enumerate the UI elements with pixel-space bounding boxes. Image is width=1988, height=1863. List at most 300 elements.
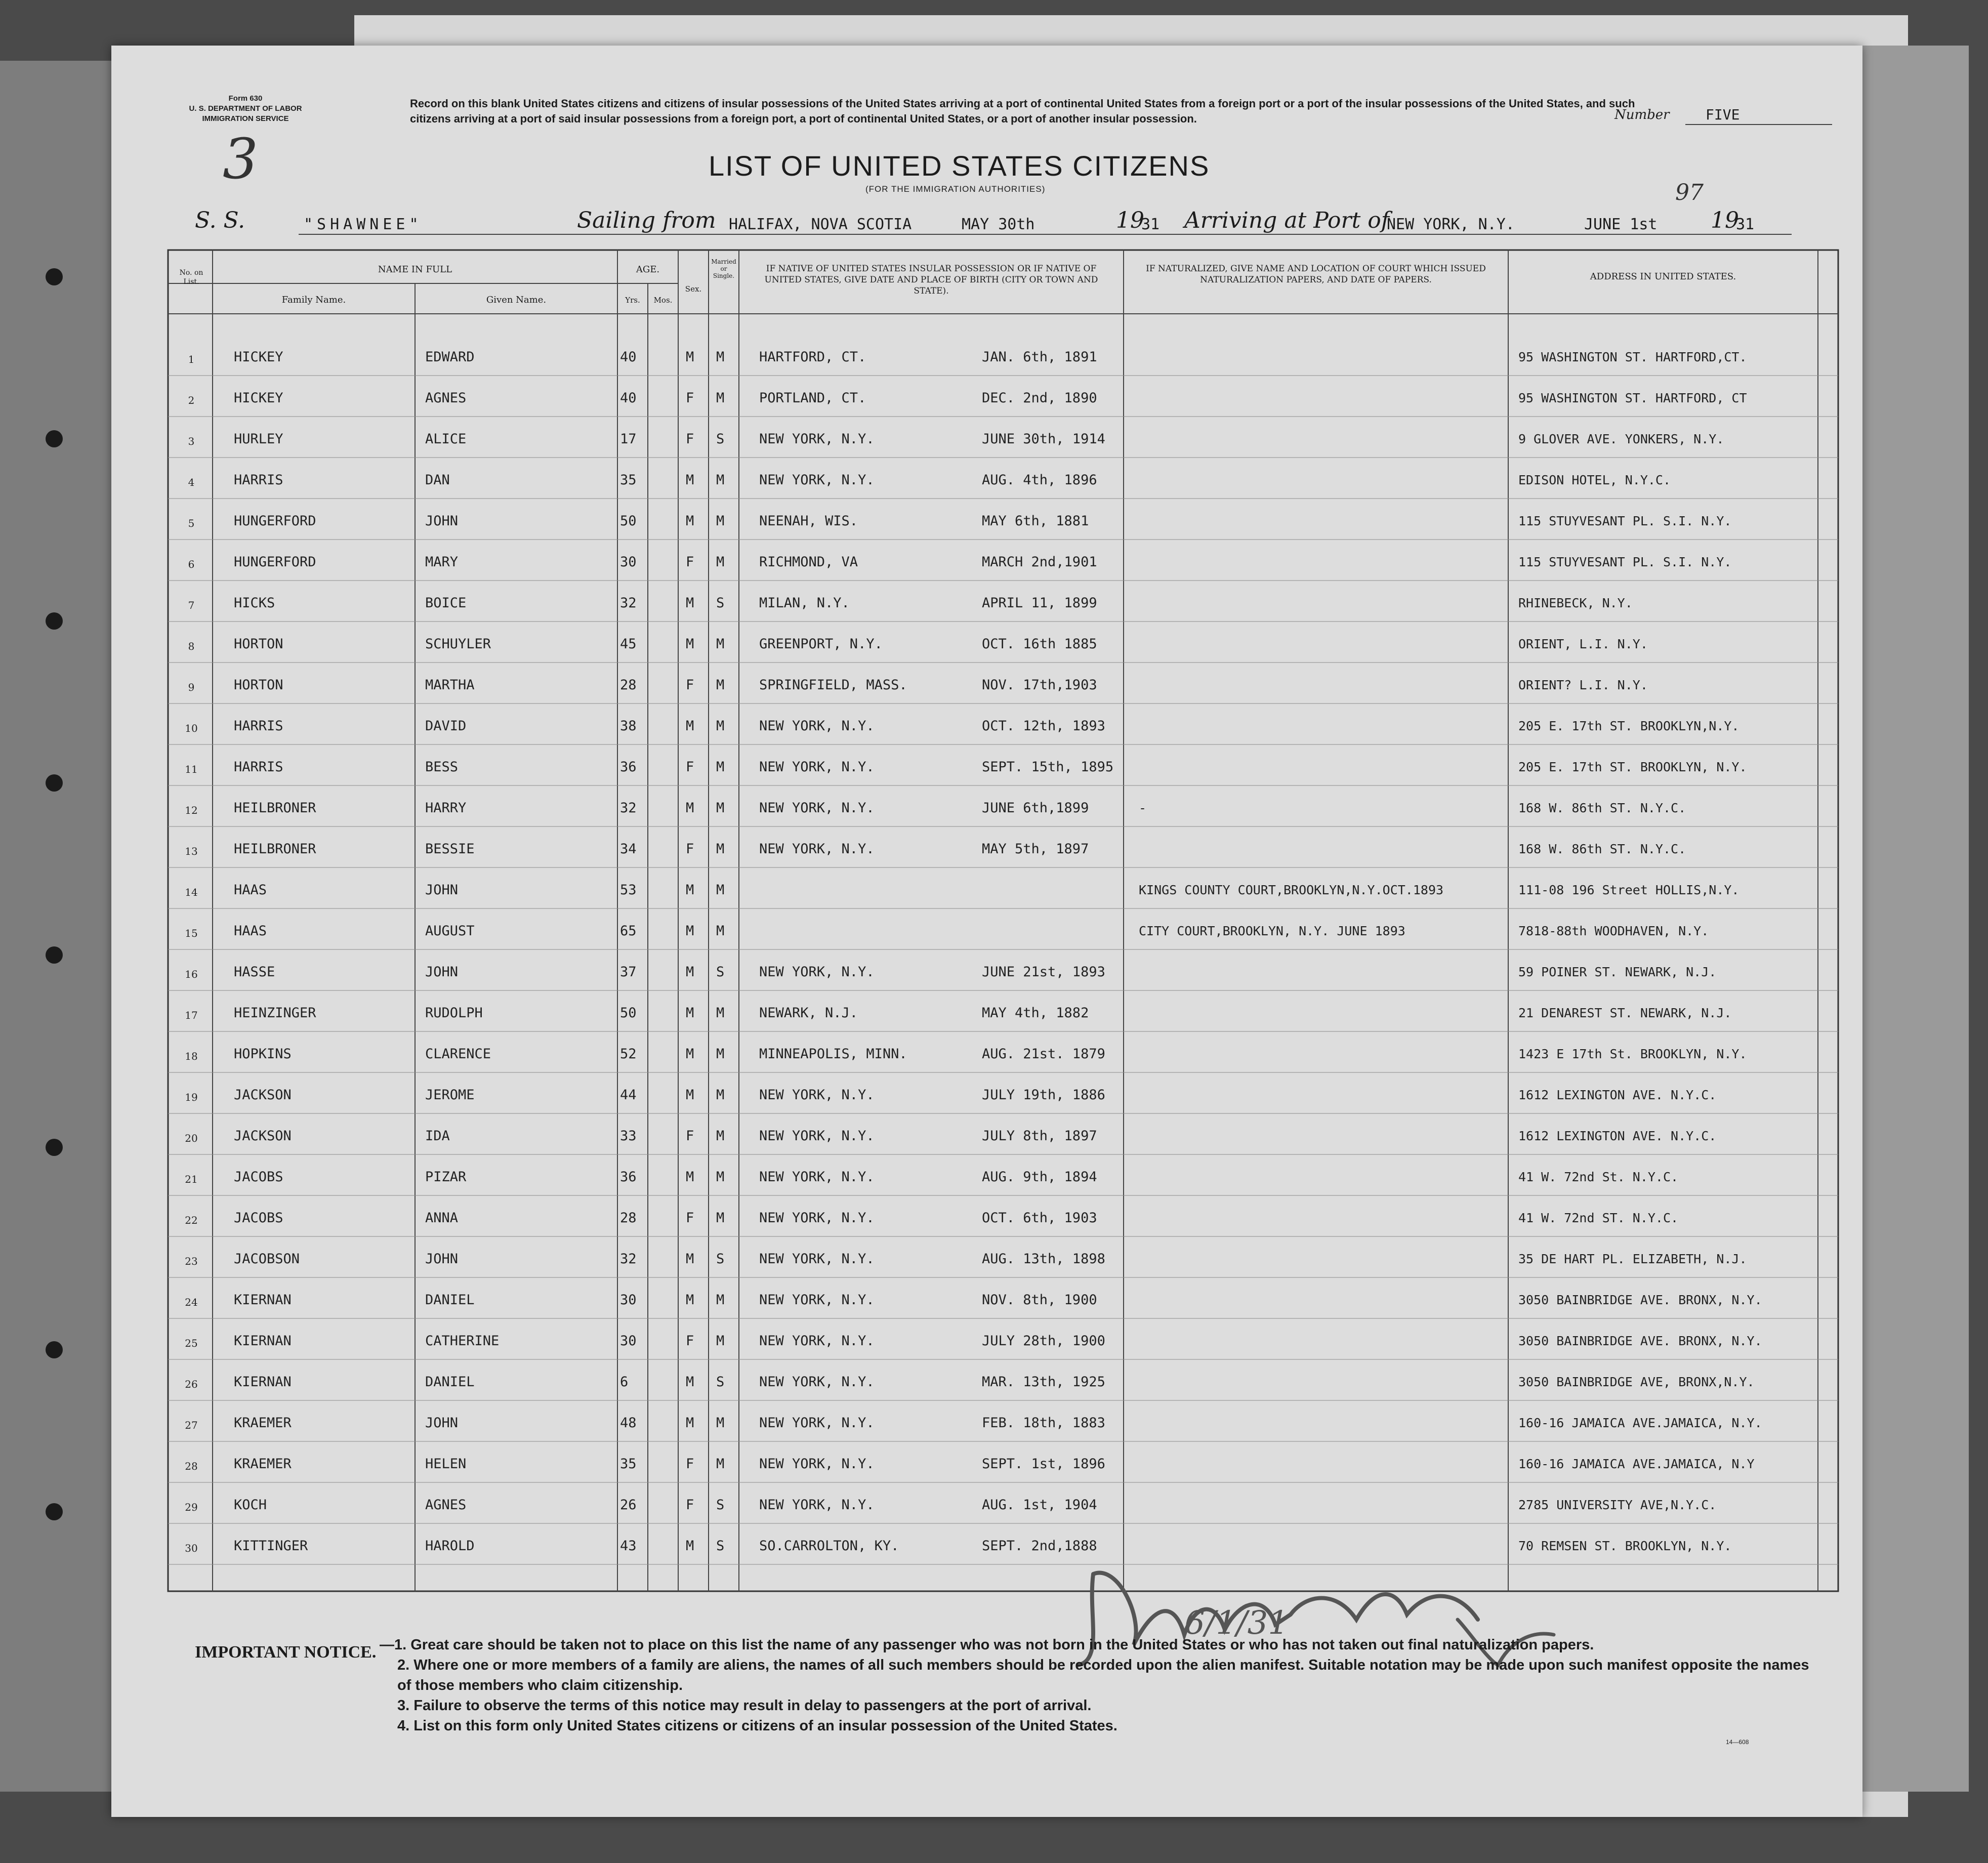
cell-address: 1612 LEXINGTON AVE. N.Y.C.	[1518, 1129, 1717, 1143]
cell-address: 41 W. 72nd St. N.Y.C.	[1518, 1170, 1679, 1184]
cell-birthplace: NEW YORK, N.Y.	[759, 1210, 875, 1226]
notice-item-3: 3. Failure to observe the terms of this notice may result in delay to passengers at the port of arrival.	[397, 1698, 1092, 1714]
cell-married-single: M	[716, 1333, 725, 1349]
cell-sex: M	[686, 1251, 694, 1267]
cell-sex: F	[686, 1210, 694, 1226]
cell-birth-date: FEB. 18th, 1883	[982, 1415, 1105, 1431]
cell-birth-date: JUNE 6th,1899	[982, 800, 1089, 816]
header-name-in-full: NAME IN FULL	[378, 264, 452, 275]
manifest-page	[111, 46, 1862, 1817]
cell-married-single: M	[716, 1292, 725, 1308]
cell-age: 40	[620, 390, 637, 406]
cell-birth-date: JAN. 6th, 1891	[982, 349, 1097, 365]
cell-married-single: S	[716, 1497, 725, 1513]
cell-given-name: DANIEL	[425, 1374, 475, 1390]
cell-family-name: KRAEMER	[234, 1415, 292, 1431]
cell-family-name: HEILBRONER	[234, 841, 316, 857]
cell-family-name: HURLEY	[234, 431, 283, 447]
cell-birthplace: NEWARK, N.J.	[759, 1005, 858, 1021]
binder-hole	[46, 430, 63, 447]
cell-age: 52	[620, 1046, 637, 1062]
cell-naturalization-court: KINGS COUNTY COURT,BROOKLYN,N.Y.OCT.1893	[1139, 883, 1444, 897]
cell-birthplace: NEW YORK, N.Y.	[759, 1415, 875, 1431]
cell-age: 50	[620, 1005, 637, 1021]
sailing-from: HALIFAX, NOVA SCOTIA	[729, 216, 912, 233]
cell-address: 95 WASHINGTON ST. HARTFORD, CT	[1518, 391, 1747, 405]
cell-sex: M	[686, 718, 694, 734]
cell-address: 160-16 JAMAICA AVE.JAMAICA, N.Y.	[1518, 1416, 1762, 1430]
cell-given-name: JOHN	[425, 882, 459, 898]
cell-married-single: M	[716, 800, 725, 816]
cell-address: 160-16 JAMAICA AVE.JAMAICA, N.Y	[1518, 1457, 1755, 1471]
cell-sex: F	[686, 431, 694, 447]
cell-address: 95 WASHINGTON ST. HARTFORD,CT.	[1518, 350, 1747, 364]
cell-address: 21 DENAREST ST. NEWARK, N.J.	[1518, 1006, 1732, 1020]
cell-address: 1612 LEXINGTON AVE. N.Y.C.	[1518, 1088, 1717, 1102]
cell-age: 17	[620, 431, 637, 447]
cell-age: 30	[620, 1333, 637, 1349]
cell-married-single: S	[716, 431, 725, 447]
notice-item-4: 4. List on this form only United States citizens or citizens of an insular possession of the United States.	[397, 1718, 1117, 1734]
cell-list-number: 15	[185, 927, 198, 939]
binder-hole	[46, 774, 63, 792]
cell-age: 38	[620, 718, 637, 734]
cell-birth-date: OCT. 16th 1885	[982, 636, 1097, 652]
cell-sex: F	[686, 390, 694, 406]
cell-given-name: EDWARD	[425, 349, 475, 365]
cell-age: 33	[620, 1128, 637, 1144]
cell-sex: M	[686, 595, 694, 611]
record-note: Record on this blank United States citizens and citizens of insular possessions of the United States arriving at a port of continental United States from a foreign port or a port of the insular possessions of the United States, and such citizens arriving at a port of said insular possessions from a foreign port, a port of continental United States, or a port of another insular possession.	[410, 97, 1635, 125]
cell-address: EDISON HOTEL, N.Y.C.	[1518, 473, 1671, 487]
cell-married-single: M	[716, 349, 725, 365]
underlying-page-right	[1847, 46, 1969, 1792]
cell-list-number: 21	[185, 1173, 198, 1185]
cell-given-name: DANIEL	[425, 1292, 475, 1308]
cell-age: 30	[620, 1292, 637, 1308]
sailing-label: Sailing from	[577, 208, 716, 233]
cell-given-name: IDA	[425, 1128, 450, 1144]
cell-age: 28	[620, 1210, 637, 1226]
cell-address: 9 GLOVER AVE. YONKERS, N.Y.	[1518, 432, 1724, 446]
number-label: Number	[1614, 107, 1670, 122]
cell-age: 32	[620, 800, 637, 816]
cell-birth-date: SEPT. 15th, 1895	[982, 759, 1114, 775]
cell-address: 3050 BAINBRIDGE AVE, BRONX,N.Y.	[1518, 1375, 1755, 1389]
cell-married-single: M	[716, 390, 725, 406]
cell-naturalization-court: CITY COURT,BROOKLYN, N.Y. JUNE 1893	[1139, 924, 1405, 938]
cell-list-number: 11	[185, 763, 198, 775]
cell-list-number: 27	[185, 1419, 198, 1431]
cell-address: 59 POINER ST. NEWARK, N.J.	[1518, 965, 1717, 979]
cell-given-name: JOHN	[425, 513, 459, 529]
cell-family-name: HAAS	[234, 882, 267, 898]
cell-birth-date: JUNE 21st, 1893	[982, 964, 1105, 980]
cell-family-name: JACKSON	[234, 1087, 292, 1103]
cell-birthplace: NEW YORK, N.Y.	[759, 841, 875, 857]
cell-birthplace: NEW YORK, N.Y.	[759, 800, 875, 816]
header-sex: Sex.	[685, 284, 702, 294]
cell-birth-date: JULY 28th, 1900	[982, 1333, 1105, 1349]
cell-address: 111-08 196 Street HOLLIS,N.Y.	[1518, 883, 1740, 897]
cell-birth-date: MAY 4th, 1882	[982, 1005, 1089, 1021]
cell-birthplace: MINNEAPOLIS, MINN.	[759, 1046, 907, 1062]
cell-birthplace: NEW YORK, N.Y.	[759, 964, 875, 980]
cell-address: 2785 UNIVERSITY AVE,N.Y.C.	[1518, 1498, 1717, 1512]
header-birthplace: IF NATIVE OF UNITED STATES INSULAR POSSESSION OR IF NATIVE OF UNITED STATES, GIVE DATE AND PLACE OF BIRTH (CITY OR TOWN AND STATE).	[764, 264, 1098, 296]
cell-address: 3050 BAINBRIDGE AVE. BRONX, N.Y.	[1518, 1293, 1762, 1307]
cell-sex: M	[686, 636, 694, 652]
cell-list-number: 24	[185, 1296, 198, 1308]
cell-birthplace: NEW YORK, N.Y.	[759, 1333, 875, 1349]
cell-address: 7818-88th WOODHAVEN, N.Y.	[1518, 924, 1709, 938]
cell-list-number: 25	[185, 1337, 198, 1349]
cell-family-name: HEILBRONER	[234, 800, 316, 816]
cell-given-name: ANNA	[425, 1210, 459, 1226]
cell-given-name: AGNES	[425, 390, 467, 406]
cell-birthplace: NEW YORK, N.Y.	[759, 1128, 875, 1144]
cell-married-single: S	[716, 964, 725, 980]
cell-sex: M	[686, 1169, 694, 1185]
cell-sex: F	[686, 759, 694, 775]
cell-birth-date: MAY 5th, 1897	[982, 841, 1089, 857]
document-subtitle: (FOR THE IMMIGRATION AUTHORITIES)	[865, 184, 1046, 194]
cell-age: 26	[620, 1497, 637, 1513]
cell-married-single: M	[716, 923, 725, 939]
cell-birth-date: AUG. 21st. 1879	[982, 1046, 1105, 1062]
cell-birth-date: AUG. 13th, 1898	[982, 1251, 1105, 1267]
cell-list-number: 26	[185, 1378, 198, 1390]
cell-family-name: HICKEY	[234, 390, 283, 406]
cell-married-single: M	[716, 1210, 725, 1226]
cell-family-name: HARRIS	[234, 759, 283, 775]
cell-sex: F	[686, 1333, 694, 1349]
cell-address: 115 STUYVESANT PL. S.I. N.Y.	[1518, 514, 1732, 528]
cell-married-single: S	[716, 1251, 725, 1267]
cell-birthplace: RICHMOND, VA	[759, 554, 858, 570]
cell-birthplace: NEW YORK, N.Y.	[759, 1251, 875, 1267]
cell-family-name: HARRIS	[234, 472, 283, 488]
cell-address: 41 W. 72nd ST. N.Y.C.	[1518, 1211, 1679, 1225]
cell-given-name: HAROLD	[425, 1538, 475, 1554]
cell-birth-date: MARCH 2nd,1901	[982, 554, 1097, 570]
cell-address: ORIENT? L.I. N.Y.	[1518, 678, 1648, 692]
cell-married-single: M	[716, 841, 725, 857]
cell-address: 168 W. 86th ST. N.Y.C.	[1518, 801, 1686, 815]
cell-married-single: M	[716, 882, 725, 898]
form-number: Form 630	[228, 94, 263, 103]
cell-married-single: M	[716, 472, 725, 488]
header-age: AGE.	[636, 264, 660, 275]
cell-married-single: M	[716, 1005, 725, 1021]
cell-birthplace: SPRINGFIELD, MASS.	[759, 677, 907, 693]
cell-list-number: 5	[188, 517, 195, 529]
cell-list-number: 6	[188, 558, 195, 570]
cell-sex: F	[686, 554, 694, 570]
cell-married-single: M	[716, 1128, 725, 1144]
cell-age: 32	[620, 595, 637, 611]
cell-given-name: JOHN	[425, 964, 459, 980]
cell-birth-date: NOV. 8th, 1900	[982, 1292, 1097, 1308]
arrival-year-prefix: 19	[1711, 208, 1739, 233]
cell-family-name: KIERNAN	[234, 1374, 292, 1390]
cell-birth-date: APRIL 11, 1899	[982, 595, 1097, 611]
service-name: IMMIGRATION SERVICE	[202, 114, 289, 123]
cell-sex: M	[686, 882, 694, 898]
cell-given-name: AGNES	[425, 1497, 467, 1513]
cell-married-single: M	[716, 677, 725, 693]
cell-birthplace: GREENPORT, N.Y.	[759, 636, 883, 652]
cell-family-name: KIERNAN	[234, 1292, 292, 1308]
cell-sex: F	[686, 1497, 694, 1513]
cell-list-number: 8	[188, 640, 195, 652]
cell-given-name: AUGUST	[425, 923, 475, 939]
header-mos: Mos.	[653, 296, 673, 305]
cell-list-number: 23	[185, 1255, 198, 1267]
cell-age: 50	[620, 513, 637, 529]
cell-birth-date: DEC. 2nd, 1890	[982, 390, 1097, 406]
cell-given-name: CLARENCE	[425, 1046, 491, 1062]
cell-given-name: BESS	[425, 759, 459, 775]
cell-address: 168 W. 86th ST. N.Y.C.	[1518, 842, 1686, 856]
cell-sex: F	[686, 1456, 694, 1472]
cell-age: 44	[620, 1087, 637, 1103]
cell-birth-date: MAY 6th, 1881	[982, 513, 1089, 529]
cell-family-name: HICKEY	[234, 349, 283, 365]
cell-sex: M	[686, 1292, 694, 1308]
cell-birthplace: NEW YORK, N.Y.	[759, 1374, 875, 1390]
cell-birthplace: NEW YORK, N.Y.	[759, 1169, 875, 1185]
cell-birth-date: AUG. 4th, 1896	[982, 472, 1097, 488]
cell-address: 205 E. 17th ST. BROOKLYN, N.Y.	[1518, 760, 1747, 774]
cell-family-name: JACOBS	[234, 1169, 283, 1185]
binder-hole	[46, 1341, 63, 1358]
cell-address: 115 STUYVESANT PL. S.I. N.Y.	[1518, 555, 1732, 569]
ss-label: S. S.	[195, 208, 245, 233]
cell-married-single: S	[716, 595, 725, 611]
cell-naturalization-court: -	[1139, 801, 1147, 815]
binder-hole	[46, 268, 63, 285]
arrival-port: NEW YORK, N.Y.	[1387, 216, 1515, 233]
cell-birthplace: PORTLAND, CT.	[759, 390, 866, 406]
cell-address: ORIENT, L.I. N.Y.	[1518, 637, 1648, 651]
department-name: U. S. DEPARTMENT OF LABOR	[189, 104, 302, 113]
cell-sex: M	[686, 1087, 694, 1103]
sailing-date: MAY 30th	[962, 216, 1035, 233]
cell-birthplace: SO.CARROLTON, KY.	[759, 1538, 899, 1554]
cell-birth-date: SEPT. 1st, 1896	[982, 1456, 1105, 1472]
cell-age: 30	[620, 554, 637, 570]
cell-age: 35	[620, 472, 637, 488]
cell-address: RHINEBECK, N.Y.	[1518, 596, 1633, 610]
cell-given-name: CATHERINE	[425, 1333, 500, 1349]
cell-birth-date: AUG. 1st, 1904	[982, 1497, 1097, 1513]
cell-family-name: HUNGERFORD	[234, 554, 316, 570]
cell-list-number: 18	[185, 1050, 198, 1062]
stamp-number: 97	[1675, 180, 1704, 205]
cell-birth-date: AUG. 9th, 1894	[982, 1169, 1097, 1185]
cell-birthplace: MILAN, N.Y.	[759, 595, 850, 611]
cell-married-single: M	[716, 718, 725, 734]
document-title: LIST OF UNITED STATES CITIZENS	[709, 150, 1210, 182]
cell-birthplace: NEW YORK, N.Y.	[759, 1087, 875, 1103]
binder-hole	[46, 1503, 63, 1520]
cell-given-name: DAVID	[425, 718, 467, 734]
header-no-on-list: No. on List.	[179, 269, 203, 286]
cell-list-number: 22	[185, 1214, 198, 1226]
cell-family-name: JACOBSON	[234, 1251, 300, 1267]
cell-birth-date: SEPT. 2nd,1888	[982, 1538, 1097, 1554]
cell-list-number: 16	[185, 968, 198, 980]
cell-birthplace: NEW YORK, N.Y.	[759, 1497, 875, 1513]
cell-birthplace: NEW YORK, N.Y.	[759, 431, 875, 447]
binder-hole	[46, 1139, 63, 1156]
cell-family-name: HUNGERFORD	[234, 513, 316, 529]
cell-sex: M	[686, 472, 694, 488]
cell-given-name: JOHN	[425, 1415, 459, 1431]
cell-address: 1423 E 17th St. BROOKLYN, N.Y.	[1518, 1047, 1747, 1061]
cell-sex: F	[686, 677, 694, 693]
cell-age: 37	[620, 964, 637, 980]
cell-age: 6	[620, 1374, 629, 1390]
cell-sex: M	[686, 349, 694, 365]
cell-married-single: M	[716, 1456, 725, 1472]
cell-family-name: HORTON	[234, 636, 283, 652]
binder-hole	[46, 612, 63, 630]
cell-birthplace: HARTFORD, CT.	[759, 349, 866, 365]
cell-family-name: HOPKINS	[234, 1046, 292, 1062]
cell-list-number: 9	[188, 681, 195, 693]
cell-sex: M	[686, 1005, 694, 1021]
cell-address: 70 REMSEN ST. BROOKLYN, N.Y.	[1518, 1539, 1732, 1553]
cell-given-name: DAN	[425, 472, 450, 488]
cell-given-name: SCHUYLER	[425, 636, 491, 652]
arrival-date: JUNE 1st	[1584, 216, 1658, 233]
cell-address: 3050 BAINBRIDGE AVE. BRONX, N.Y.	[1518, 1334, 1762, 1348]
cell-married-single: M	[716, 759, 725, 775]
cell-age: 32	[620, 1251, 637, 1267]
print-code: 14—608	[1726, 1738, 1749, 1746]
cell-list-number: 17	[185, 1009, 198, 1021]
cell-list-number: 14	[185, 886, 198, 898]
cell-age: 34	[620, 841, 637, 857]
cell-married-single: M	[716, 554, 725, 570]
binder-hole	[46, 946, 63, 964]
cell-given-name: JEROME	[425, 1087, 475, 1103]
cell-birth-date: JULY 19th, 1886	[982, 1087, 1105, 1103]
cell-list-number: 29	[185, 1501, 198, 1513]
cell-family-name: JACOBS	[234, 1210, 283, 1226]
cell-family-name: JACKSON	[234, 1128, 292, 1144]
cell-age: 35	[620, 1456, 637, 1472]
sailing-year-prefix: 19	[1116, 208, 1144, 233]
cell-family-name: KITTINGER	[234, 1538, 308, 1554]
notice-item-2: 2. Where one or more members of a family are aliens, the names of all such members should be recorded upon the alien manifest. Suitable notation may be made upon such manifest opposite the names of those members who claim citizenship.	[397, 1657, 1809, 1693]
cell-given-name: ALICE	[425, 431, 467, 447]
cell-given-name: MARY	[425, 554, 459, 570]
cell-age: 45	[620, 636, 637, 652]
cell-sex: M	[686, 1046, 694, 1062]
cell-married-single: M	[716, 513, 725, 529]
cell-birth-date: NOV. 17th,1903	[982, 677, 1097, 693]
cell-birth-date: OCT. 6th, 1903	[982, 1210, 1097, 1226]
cell-sex: F	[686, 841, 694, 857]
cell-married-single: M	[716, 1169, 725, 1185]
header-yrs: Yrs.	[625, 296, 640, 305]
cell-age: 28	[620, 677, 637, 693]
ship-name: "SHAWNEE"	[304, 216, 423, 233]
cell-birthplace: NEW YORK, N.Y.	[759, 1456, 875, 1472]
header-married-single: Married or Single.	[711, 258, 736, 279]
header-naturalized: IF NATURALIZED, GIVE NAME AND LOCATION OF COURT WHICH ISSUED NATURALIZATION PAPERS, AND DATE OF PAPERS.	[1146, 264, 1486, 285]
header-family-name: Family Name.	[281, 295, 346, 305]
cell-list-number: 2	[188, 394, 195, 406]
sailing-year: 31	[1141, 216, 1160, 233]
cell-birthplace: NEENAH, WIS.	[759, 513, 858, 529]
arriving-label: Arriving at Port of	[1184, 208, 1390, 233]
cell-sex: M	[686, 1538, 694, 1554]
cell-given-name: HELEN	[425, 1456, 467, 1472]
cell-family-name: HORTON	[234, 677, 283, 693]
cell-sex: M	[686, 964, 694, 980]
cell-age: 48	[620, 1415, 637, 1431]
cell-list-number: 28	[185, 1460, 198, 1472]
cell-married-single: S	[716, 1538, 725, 1554]
cell-married-single: M	[716, 1415, 725, 1431]
cell-list-number: 7	[188, 599, 195, 611]
cell-list-number: 19	[185, 1091, 198, 1103]
cell-family-name: KIERNAN	[234, 1333, 292, 1349]
cell-family-name: HARRIS	[234, 718, 283, 734]
cell-birthplace: NEW YORK, N.Y.	[759, 1292, 875, 1308]
cell-sex: M	[686, 923, 694, 939]
cell-sex: M	[686, 1374, 694, 1390]
cell-age: 36	[620, 759, 637, 775]
cell-list-number: 13	[185, 845, 198, 857]
cell-sex: M	[686, 1415, 694, 1431]
header-given-name: Given Name.	[486, 295, 547, 305]
cell-list-number: 4	[188, 476, 195, 488]
notice-heading: IMPORTANT NOTICE.	[195, 1643, 377, 1662]
number-value: FIVE	[1706, 106, 1740, 123]
cell-given-name: HARRY	[425, 800, 467, 816]
cell-list-number: 10	[185, 722, 198, 734]
cell-age: 43	[620, 1538, 637, 1554]
cell-birth-date: JUNE 30th, 1914	[982, 431, 1105, 447]
cell-given-name: PIZAR	[425, 1169, 467, 1185]
notice-item-1: —1. Great care should be taken not to place on this list the name of any passenger who was not born in the United States or who has not taken out final naturalization papers.	[380, 1637, 1594, 1653]
cell-given-name: BESSIE	[425, 841, 475, 857]
cell-sex: F	[686, 1128, 694, 1144]
cell-family-name: HICKS	[234, 595, 275, 611]
arrival-year: 31	[1736, 216, 1755, 233]
cell-list-number: 12	[185, 804, 198, 816]
cell-married-single: S	[716, 1374, 725, 1390]
cell-address: 205 E. 17th ST. BROOKLYN,N.Y.	[1518, 719, 1740, 733]
cell-given-name: JOHN	[425, 1251, 459, 1267]
cell-married-single: M	[716, 1087, 725, 1103]
cell-family-name: KOCH	[234, 1497, 267, 1513]
signature-date: 6/1/31	[1184, 1604, 1289, 1642]
cell-birth-date: JULY 8th, 1897	[982, 1128, 1097, 1144]
underlying-page-left	[0, 61, 121, 1792]
header-address: ADDRESS IN UNITED STATES.	[1590, 271, 1736, 282]
cell-family-name: HASSE	[234, 964, 275, 980]
cell-list-number: 1	[188, 353, 195, 365]
cell-married-single: M	[716, 1046, 725, 1062]
cell-married-single: M	[716, 636, 725, 652]
handwritten-list-number: 3	[223, 127, 258, 191]
